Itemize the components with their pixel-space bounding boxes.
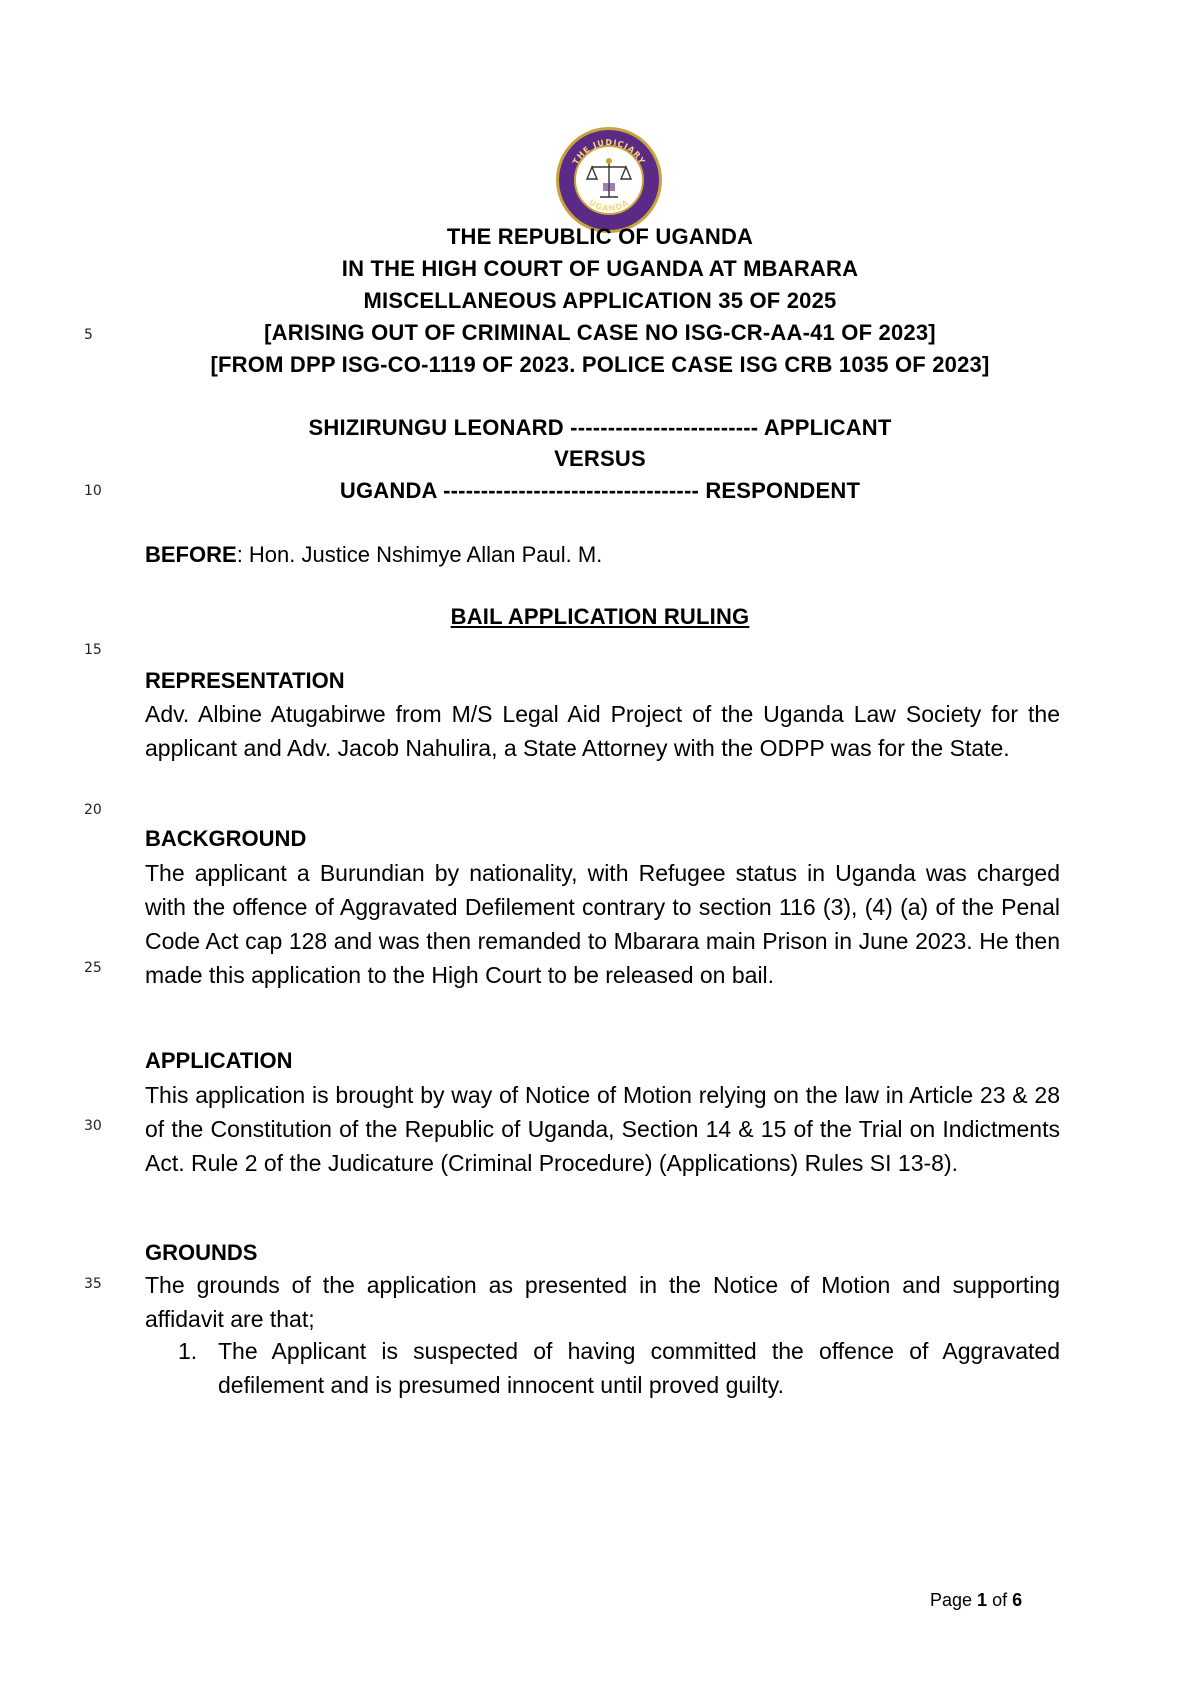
heading-dpp-police-case: [FROM DPP ISG-CO-1119 OF 2023. POLICE CASE ISG CRB 1035 OF 2023] (210, 352, 990, 377)
svg-text:THE JUDICIARY: THE JUDICIARY (571, 137, 647, 167)
before-label: BEFORE (145, 542, 237, 567)
line-number: 25 (84, 960, 102, 976)
before-judge: : Hon. Justice Nshimye Allan Paul. M. (236, 542, 603, 567)
total-pages: 6 (1012, 1590, 1023, 1610)
of-word: of (987, 1590, 1013, 1610)
section-heading-background: BACKGROUND (145, 826, 307, 851)
page-word: Page (930, 1590, 978, 1610)
heading-arising-from: [ARISING OUT OF CRIMINAL CASE NO ISG-CR-AA-41 OF 2023] (264, 320, 936, 345)
applicant-line: SHIZIRUNGU LEONARD ------------------------- APPLICANT (308, 415, 892, 440)
versus-line: VERSUS (554, 446, 646, 471)
section-heading-representation: REPRESENTATION (145, 668, 345, 693)
page-footer (930, 1590, 1022, 1611)
application-paragraph: This application is brought by way of Notice of Motion relying on the law in Article 23 & 28 of the Constitution of the Republic of Uganda, Section 14 & 15 of the Trial on Indictments Act. Rule 2 of the Judicature (Criminal Procedure) (Applications) Rules SI 13-8). (145, 1082, 1060, 1176)
heading-application-number: MISCELLANEOUS APPLICATION 35 OF 2025 (363, 288, 837, 313)
line-number: 35 (84, 1276, 102, 1292)
list-item-text: The Applicant is suspected of having committed the offence of Aggravated defilement and is presumed innocent until proved guilty. (218, 1338, 1060, 1398)
heading-republic: THE REPUBLIC OF UGANDA (446, 224, 754, 249)
representation-paragraph: Adv. Albine Atugabirwe from M/S Legal Aid Project of the Uganda Law Society for the applicant and Adv. Jacob Nahulira, a State Attorney with the ODPP was for the State. (145, 701, 1060, 761)
section-heading-application: APPLICATION (145, 1048, 293, 1073)
line-number: 15 (84, 642, 102, 658)
grounds-paragraph: The grounds of the application as presented in the Notice of Motion and supporting affidavit are that; (145, 1272, 1060, 1332)
ruling-title: BAIL APPLICATION RULING (450, 604, 750, 629)
line-number: 5 (84, 327, 93, 343)
line-number: 10 (84, 483, 102, 499)
line-number: 20 (84, 802, 102, 818)
line-number: 30 (84, 1118, 102, 1134)
grounds-list-item (178, 1334, 1060, 1402)
respondent-line: UGANDA ---------------------------------- RESPONDENT (339, 478, 861, 503)
current-page: 1 (977, 1590, 988, 1610)
heading-court: IN THE HIGH COURT OF UGANDA AT MBARARA (341, 256, 859, 281)
judiciary-seal-logo (554, 125, 664, 235)
svg-text:UGANDA: UGANDA (587, 197, 631, 214)
before-line (145, 538, 1060, 572)
section-heading-grounds: GROUNDS (145, 1240, 258, 1265)
background-paragraph: The applicant a Burundian by nationality, with Refugee status in Uganda was charged with the offence of Aggravated Defilement contrary to section 116 (3), (4) (a) of the Penal Code Act cap 128 and was then remanded to Mbarara main Prison in June 2023. He then made this application to the High Court to be released on bail. (145, 860, 1060, 988)
list-item-number: 1. (178, 1338, 198, 1364)
